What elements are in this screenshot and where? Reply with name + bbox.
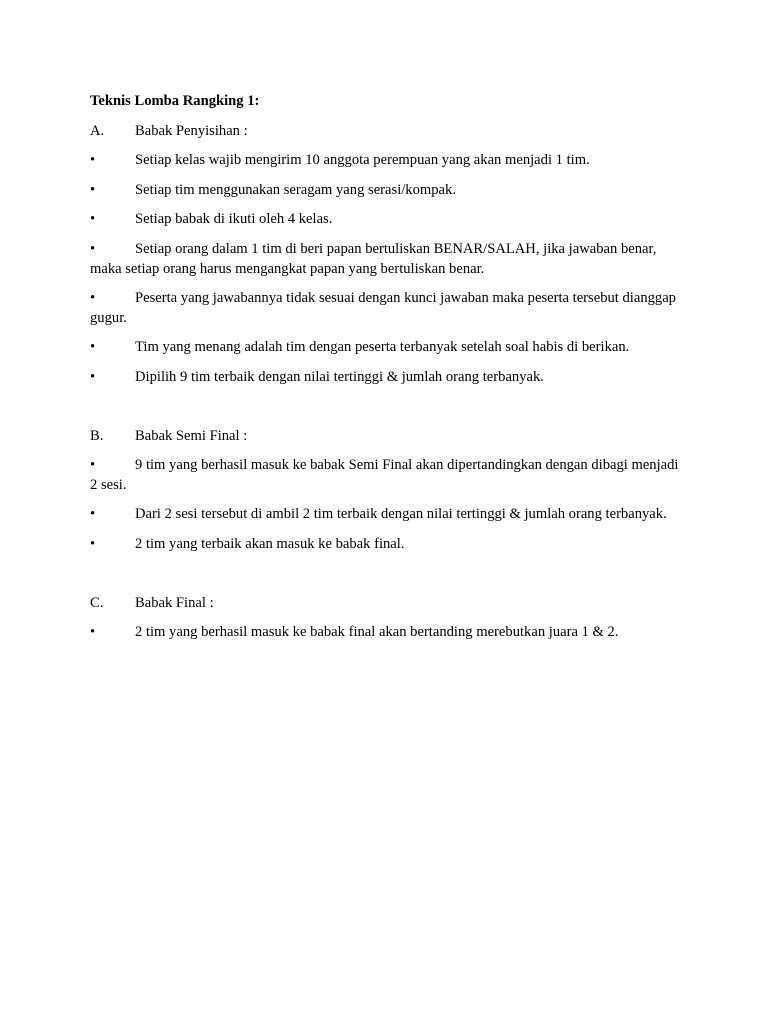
bullet-icon: • <box>90 368 96 385</box>
list-item <box>90 505 680 525</box>
list-item <box>90 240 680 279</box>
section-b-heading <box>90 427 680 447</box>
section-title: Babak Penyisihan : <box>135 122 248 139</box>
list-item-text: 9 tim yang berhasil masuk ke babak Semi Final akan dipertandingkan dengan dibagi menjadi 2 sesi. <box>90 457 679 493</box>
list-item <box>90 368 680 388</box>
bullet-icon: • <box>90 624 96 641</box>
bullet-icon: • <box>90 240 96 257</box>
section-title: Babak Semi Final : <box>135 427 248 444</box>
section-marker: A. <box>90 122 105 139</box>
list-item <box>90 623 680 643</box>
section-spacer <box>90 565 680 594</box>
section-a-heading <box>90 122 680 142</box>
section-spacer <box>90 398 680 427</box>
bullet-icon: • <box>90 152 96 169</box>
list-item-text: Setiap babak di ikuti oleh 4 kelas. <box>135 211 333 228</box>
bullet-icon: • <box>90 290 96 307</box>
bullet-icon: • <box>90 506 96 523</box>
list-item-text: Setiap orang dalam 1 tim di beri papan bertuliskan BENAR/SALAH, jika jawaban benar, maka setiap orang harus mengangkat papan yang bertuliskan benar. <box>90 240 657 277</box>
list-item-text: Dipilih 9 tim terbaik dengan nilai tertinggi & jumlah orang terbanyak. <box>135 368 544 385</box>
list-item-text: 2 tim yang terbaik akan masuk ke babak final. <box>135 535 405 552</box>
list-item-text: Dari 2 sesi tersebut di ambil 2 tim terbaik dengan nilai tertinggi & jumlah orang terbanyak. <box>135 506 667 523</box>
list-item <box>90 338 680 358</box>
bullet-icon: • <box>90 339 96 356</box>
list-item <box>90 181 680 201</box>
section-title: Babak Final : <box>135 594 214 611</box>
bullet-icon: • <box>90 535 96 552</box>
document-title: Teknis Lomba Rangking 1: <box>90 93 260 109</box>
list-item-text: 2 tim yang berhasil masuk ke babak final akan bertanding merebutkan juara 1 & 2. <box>135 624 619 641</box>
section-marker: B. <box>90 427 104 444</box>
section-marker: C. <box>90 594 104 611</box>
list-item-text: Peserta yang jawabannya tidak sesuai dengan kunci jawaban maka peserta tersebut dianggap gugur. <box>90 290 676 326</box>
bullet-icon: • <box>90 457 96 474</box>
bullet-icon: • <box>90 181 96 198</box>
list-item-text: Setiap tim menggunakan seragam yang serasi/kompak. <box>135 181 456 198</box>
list-item-text: Tim yang menang adalah tim dengan peserta terbanyak setelah soal habis di berikan. <box>135 339 630 356</box>
section-c-heading <box>90 594 680 614</box>
bullet-icon: • <box>90 211 96 228</box>
list-item <box>90 210 680 230</box>
list-item <box>90 289 680 328</box>
list-item <box>90 535 680 555</box>
list-item <box>90 456 680 495</box>
document-page <box>90 92 680 653</box>
list-item <box>90 151 680 171</box>
list-item-text: Setiap kelas wajib mengirim 10 anggota perempuan yang akan menjadi 1 tim. <box>135 152 590 169</box>
